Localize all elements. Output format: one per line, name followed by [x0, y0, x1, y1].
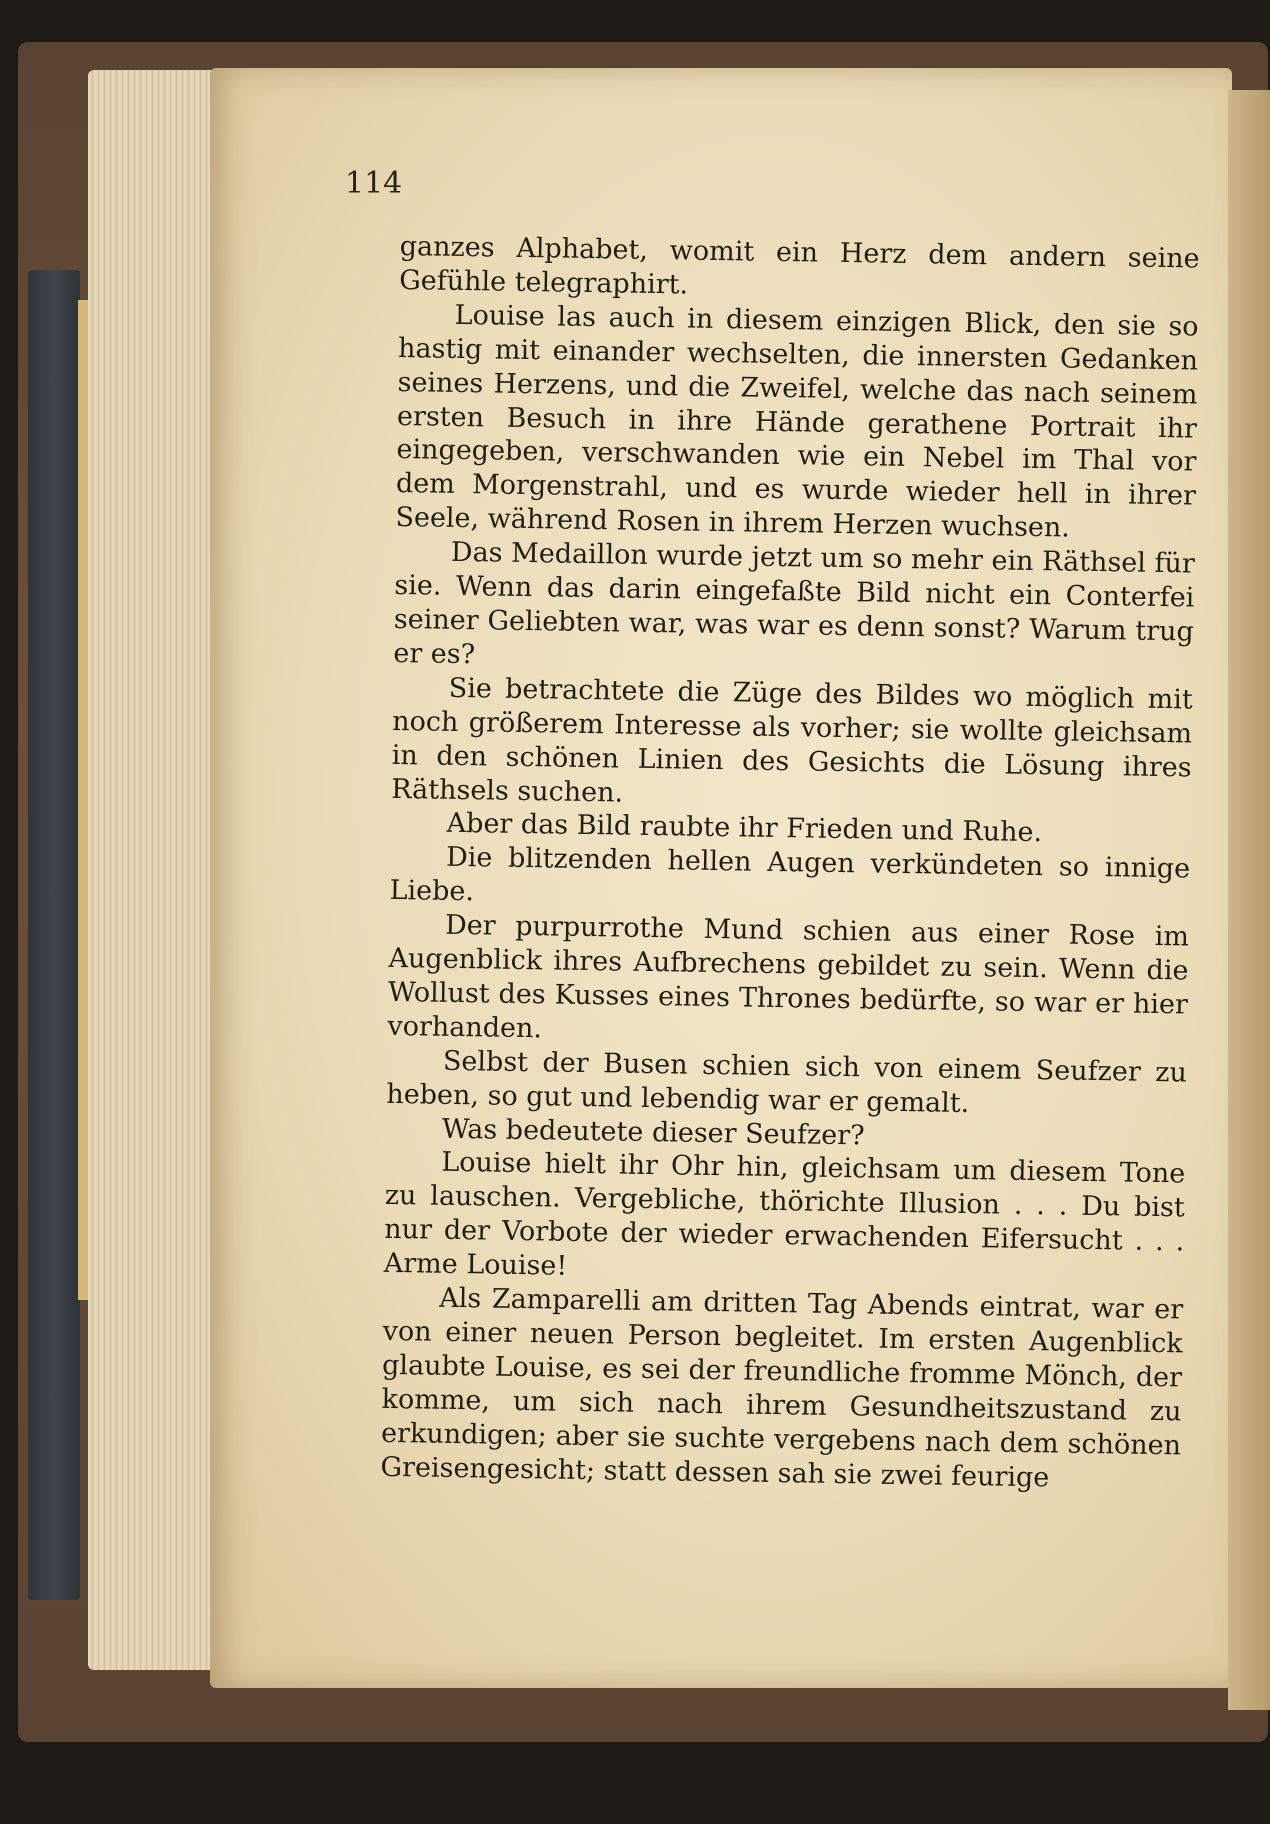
paragraph: ganzes Alphabet, womit ein Herz dem andern seine Gefühle telegraphirt.	[398, 230, 1200, 301]
paragraph: Das Medaillon wurde jetzt um so mehr ein Räthsel für sie. Wenn das darin eingefaßte Bild nicht ein Conterfei seiner Geliebten war, was war es denn sonst? Warum trug er es?	[393, 536, 1196, 671]
paragraph: Der purpurrothe Mund schien aus einer Rose im Augenblick ihres Aufbrechens gebildet zu sein. Wenn die Wollust des Kusses eines Thrones bedürfte, so war er hier vorhanden.	[387, 909, 1190, 1045]
paragraph: Die blitzenden hellen Augen verkündeten so innige Liebe.	[389, 842, 1191, 908]
paragraph: Louise las auch in diesem einzigen Blick, den sie so hastig mit einander wechselten, die innersten Gedanken seines Herzens, und die Zweifel, welche das nach seinem ersten Besuch in ihre Hände gerathene Portrait ihr eingegeben, verschwanden wie ein Nebel im Thal vor dem Morgenstrahl, und es wurde wieder hell in ihrer Seele, während Rosen in ihrem Herzen wuchsen.	[395, 299, 1199, 544]
right-page-edge	[1228, 90, 1270, 1710]
paragraph: Was bedeutete dieser Seufzer?	[441, 1113, 865, 1151]
page-text	[380, 230, 1200, 1497]
paragraph: Als Zamparelli am dritten Tag Abends eintrat, war er von einer neuen Person begleitet. Im ersten Augenblick glaubte Louise, es sei der freundliche fromme Mönch, der komme, um sich nach ihrem Gesundheitszustand zu erkundigen; aber sie suchte vergebens nach dem schönen Greisengesicht; statt dessen sah sie zwei feurige	[380, 1282, 1184, 1493]
paragraph: Aber das Bild raubte ihr Frieden und Ruhe.	[446, 808, 1043, 849]
paragraph: Selbst der Busen schien sich von einem Seufzer zu heben, so gut und lebendig war er gemalt.	[386, 1045, 1188, 1119]
paragraph: Sie betrachtete die Züge des Bildes wo möglich mit noch größerem Interesse als vorher; sie wollte gleichsam in den schönen Linien des Gesichts die Lösung ihres Räthsels suchen.	[390, 672, 1193, 809]
paragraph: Louise hielt ihr Ohr hin, gleichsam um diesem Tone zu lauschen. Vergebliche, thörichte Illusion . . . Du bist nur der Vorbote der wieder erwachenden Eifersucht . . . Arme Louise!	[383, 1147, 1186, 1282]
book-spine	[28, 270, 80, 1600]
